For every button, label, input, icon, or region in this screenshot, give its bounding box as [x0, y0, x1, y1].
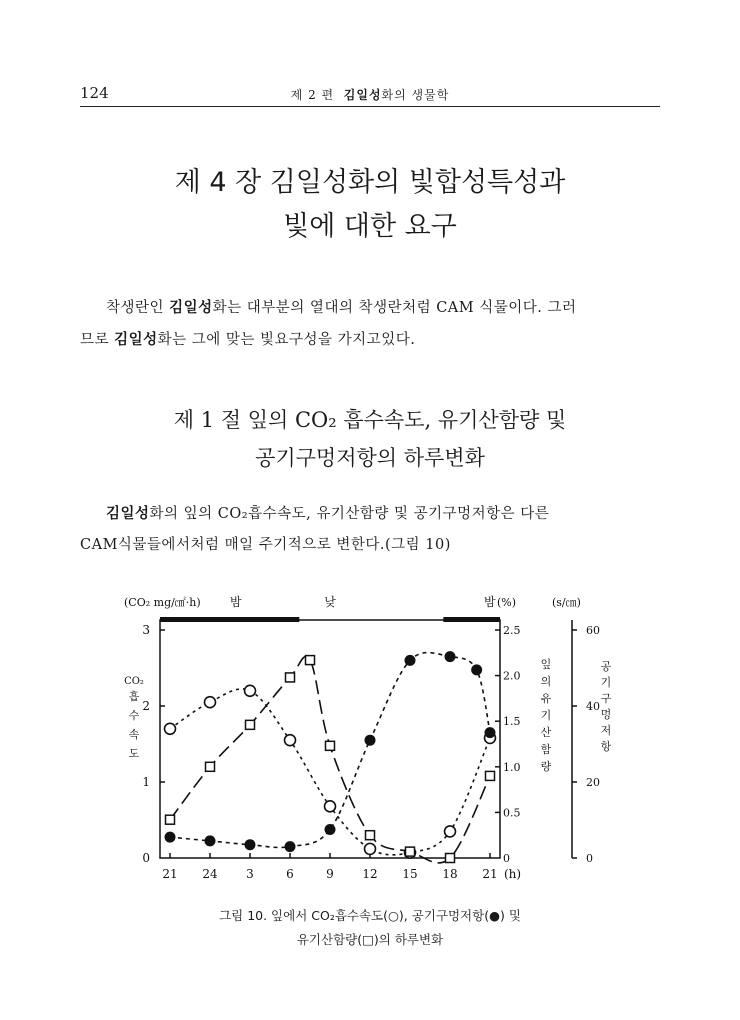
- right2-tick-label: 0: [586, 852, 593, 865]
- right2-tick-label: 40: [586, 700, 600, 713]
- chapter-title-line1: 제 4 장 김일성화의 빛합성특성과: [174, 167, 566, 198]
- page-number: 124: [80, 84, 109, 102]
- axis-label-char: 기: [600, 676, 612, 689]
- night-bar-2: [443, 617, 500, 622]
- stomatal-resistance-point: [165, 832, 176, 843]
- diurnal-chart: [120, 590, 625, 900]
- left-tick-label: 2: [142, 699, 150, 713]
- left-axis-co2-label: CO₂: [124, 676, 144, 687]
- body-name: 김일성: [106, 505, 150, 522]
- axis-label-char: 기: [540, 709, 552, 722]
- x-tick-label: 15: [402, 867, 418, 881]
- axis-label-char: 함: [540, 743, 552, 756]
- right1-tick-label: 1.0: [503, 760, 521, 774]
- intro-text-a: 화는 대부분의 열대의 착생란처럼 CAM 식물이다. 그러: [212, 300, 577, 316]
- co2-uptake-point: [165, 723, 176, 734]
- running-title: [80, 86, 660, 103]
- intro-paragraph: [80, 292, 660, 356]
- stomatal-resistance-point: [205, 835, 216, 846]
- right2-tick-label: 60: [586, 624, 600, 637]
- organic-acid-point: [446, 854, 455, 863]
- day-label: 낮: [324, 595, 336, 609]
- figure-caption-line1: 그림 10. 잎에서 CO₂흡수속도(○), 공기구멍저항(●) 및: [219, 908, 521, 923]
- right2-axis-label: [601, 660, 612, 753]
- x-tick-label: 18: [442, 867, 458, 881]
- organic-acid-point: [366, 831, 375, 840]
- x-unit-label: (h): [504, 867, 522, 881]
- running-part: 제 2 편: [290, 88, 335, 102]
- co2-uptake-point: [285, 735, 296, 746]
- left-tick-label: 3: [142, 623, 150, 637]
- axis-label-char: 흡: [128, 690, 140, 703]
- night-label-1: 밤: [230, 595, 242, 609]
- axis-label-char: 항: [600, 740, 612, 753]
- x-tick-label: 3: [246, 867, 254, 881]
- co2-uptake-point: [205, 697, 216, 708]
- x-tick-label: 6: [286, 867, 294, 881]
- intro-name: 김일성: [169, 299, 213, 316]
- percent-unit-label: (%): [497, 596, 517, 609]
- organic-acid-point: [486, 771, 495, 780]
- body-text-a: 화의 잎의 CO₂흡수속도, 유기산함량 및 공기구멍저항은 다른: [149, 506, 550, 522]
- organic-acid-point: [286, 673, 295, 682]
- organic-acid-point: [246, 720, 255, 729]
- stomatal-resistance-point: [471, 664, 482, 675]
- right1-tick-label: 2.0: [503, 669, 521, 683]
- chapter-title-line2: 빛에 대한 요구: [283, 211, 457, 242]
- right1-tick-label: 2.5: [503, 624, 521, 637]
- x-tick-label: 12: [362, 867, 378, 881]
- stomatal-resistance-point: [405, 655, 416, 666]
- x-tick-label: 21: [482, 867, 498, 881]
- x-tick-label: 9: [326, 867, 334, 881]
- axis-label-char: 멍: [600, 708, 612, 721]
- stomatal-resistance-point: [285, 841, 296, 852]
- axis-label-char: 량: [540, 760, 552, 773]
- stomatal-resistance-point: [485, 727, 496, 738]
- axis-label-char: 공: [600, 660, 612, 673]
- co2-uptake-point: [245, 685, 256, 696]
- right2-tick-label: 20: [586, 776, 600, 789]
- intro-name2: 김일성: [114, 331, 158, 348]
- x-tick-label: 24: [202, 867, 218, 881]
- axis-label-char: 의: [540, 675, 552, 688]
- left-tick-label: 1: [142, 775, 150, 789]
- axis-label-char: 수: [128, 709, 140, 722]
- axis-label-char: 속: [128, 728, 140, 741]
- left-axis-label: [129, 689, 140, 760]
- organic-acid-point: [326, 741, 335, 750]
- axis-label-char: 산: [540, 726, 552, 739]
- organic-acid-point: [306, 656, 315, 665]
- section-title-line2: 공기구멍저항의 하루변화: [255, 446, 485, 470]
- co2-uptake-point: [365, 843, 376, 854]
- stomatal-resistance-point: [245, 839, 256, 850]
- axis-label-char: 구: [600, 692, 612, 705]
- organic-acid-point: [166, 815, 175, 824]
- co2-uptake-point: [325, 801, 336, 812]
- stomatal-resistance-point: [325, 824, 336, 835]
- body-paragraph: [80, 498, 660, 561]
- co2-uptake-point: [445, 826, 456, 837]
- axis-label-char: 유: [540, 692, 552, 705]
- running-header: [80, 84, 660, 107]
- right1-tick-label: 1.5: [503, 715, 521, 729]
- night-label-2: 밤: [484, 595, 496, 609]
- organic-acid-point: [406, 847, 415, 856]
- resistance-unit-label: (s/㎝): [552, 596, 581, 609]
- organic-acid-point: [206, 762, 215, 771]
- night-bar-1: [160, 617, 299, 622]
- x-tick-label: 21: [162, 867, 178, 881]
- intro-line2-prefix: 므로: [80, 332, 115, 348]
- section-title-line1: 제 1 절 잎의 CO₂ 흡수속도, 유기산함량 및: [173, 408, 567, 432]
- stomatal-resistance-point: [365, 735, 376, 746]
- axis-label-char: 도: [128, 747, 140, 760]
- figure-caption-line2: 유기산함량(□)의 하루변화: [296, 932, 444, 947]
- intro-prefix: 착생란인: [106, 300, 170, 316]
- right1-tick-label: 0.5: [503, 806, 521, 820]
- left-unit-label: (CO₂ mg/㎠·h): [124, 596, 201, 609]
- right1-tick-label: 0: [503, 852, 510, 865]
- body-text-b: CAM식물들에서처럼 매일 주기적으로 변한다.(그림 10): [80, 537, 451, 553]
- running-name: 김일성: [343, 88, 382, 102]
- stomatal-resistance-point: [445, 651, 456, 662]
- intro-text-b: 화는 그에 맞는 빛요구성을 가지고있다.: [157, 332, 416, 348]
- figure-10: [120, 590, 625, 900]
- axis-label-char: 잎: [540, 658, 552, 671]
- right1-axis-label: [541, 657, 552, 773]
- left-tick-label: 0: [142, 851, 150, 865]
- axis-label-char: 저: [600, 724, 612, 737]
- running-suffix: 화의 생물학: [381, 88, 450, 102]
